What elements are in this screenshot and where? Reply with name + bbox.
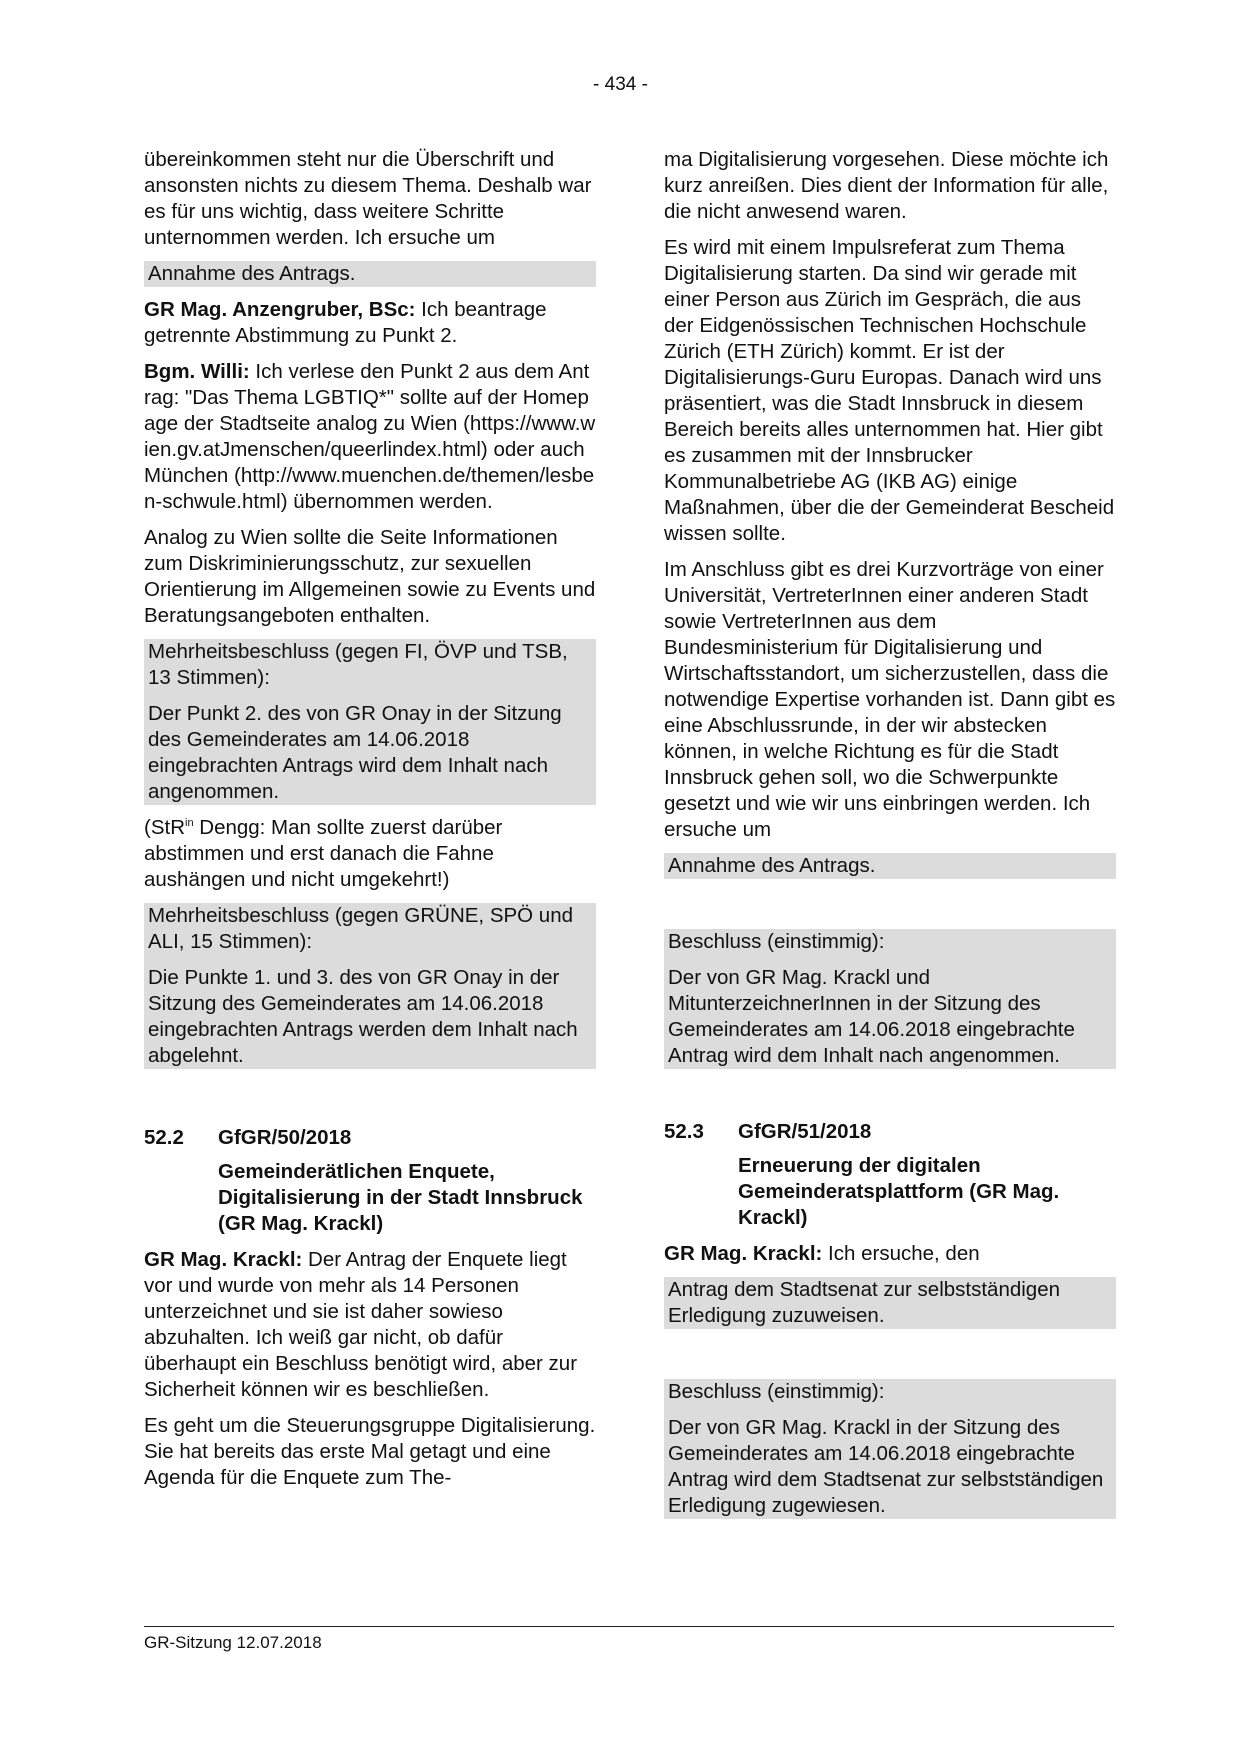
superscript: in bbox=[185, 817, 194, 830]
paragraph bbox=[144, 297, 596, 349]
text-part: (StR bbox=[144, 816, 185, 839]
left-column bbox=[144, 147, 596, 1501]
resolution-text: Der von GR Mag. Krackl in der Sitzung des Gemeinderates am 14.06.2018 eingebrachte Antrag wird dem Stadtsenat zur selbstständigen Erledigung zugewiesen. bbox=[664, 1405, 1116, 1519]
text-part: Dengg: Man sollte zuerst darüber abstimmen und erst danach die Fahne aushängen und nicht umgekehrt!) bbox=[144, 816, 503, 891]
paragraph: übereinkommen steht nur die Überschrift und ansonsten nichts zu diesem Thema. Deshalb war es für uns wichtig, dass weitere Schritte unternommen werden. Ich ersuche um bbox=[144, 148, 592, 249]
resolution-text: Der Punkt 2. des von GR Onay in der Sitzung des Gemeinderates am 14.06.2018 eingebrachten Antrags wird dem Inhalt nach angenommen. bbox=[144, 691, 596, 805]
page-number: - 434 - bbox=[593, 74, 648, 95]
speech-text: Ich ersuche, den bbox=[822, 1242, 980, 1265]
resolution-label: Mehrheitsbeschluss (gegen GRÜNE, SPÖ und ALI, 15 Stimmen): bbox=[144, 903, 596, 955]
section-title: Erneuerung der digitalen Gemeinderatsplattform (GR Mag. Krackl) bbox=[738, 1154, 1060, 1229]
paragraph: Im Anschluss gibt es drei Kurzvorträge von einer Universität, VertreterInnen einer anderen Stadt sowie VertreterInnen aus dem Bundesministerium für Digitalisierung und Wirtschaftsstandort, um sicherzustellen, dass die notwendige Expertise vorhanden ist. Dann gibt es eine Abschlussrunde, in der wir abstecken können, in welche Richtung es für die Stadt Innsbruck gehen soll, wo die Schwerpunkte gesetzt und wie wir uns einbringen werden. Ich ersuche um bbox=[664, 558, 1116, 841]
resolution-label: Beschluss (einstimmig): bbox=[664, 929, 1116, 955]
section-code: GfGR/50/2018 bbox=[218, 1126, 352, 1149]
section-heading bbox=[144, 1125, 596, 1151]
speech-text: Der Antrag der Enquete liegt vor und wurde von mehr als 14 Personen unterzeichnet und sie ist daher sowieso abzuhalten. Ich weiß gar nicht, ob dafür überhaupt ein Beschluss benötigt wird, aber zur Sicherheit können wir es beschließen. bbox=[144, 1248, 578, 1401]
motion-request: Annahme des Antrags. bbox=[664, 853, 1116, 879]
speaker-name: Bgm. Willi: bbox=[144, 360, 250, 383]
footer-text: GR-Sitzung 12.07.2018 bbox=[144, 1633, 322, 1652]
paragraph: Analog zu Wien sollte die Seite Informationen zum Diskriminierungsschutz, zur sexuellen Orientierung im Allgemeinen sowie zu Events und Beratungsangeboten enthalten. bbox=[144, 526, 596, 627]
paragraph: Es geht um die Steuerungsgruppe Digitalisierung. Sie hat bereits das erste Mal getagt und eine Agenda für die Enquete zum The- bbox=[144, 1414, 596, 1489]
paragraph bbox=[664, 1241, 1116, 1267]
footer-divider bbox=[144, 1626, 1114, 1627]
paragraph: ma Digitalisierung vorgesehen. Diese möchte ich kurz anreißen. Dies dient der Information für alle, die nicht anwesend waren. bbox=[664, 148, 1109, 223]
paragraph bbox=[144, 815, 596, 893]
motion-request: Antrag dem Stadtsenat zur selbstständigen Erledigung zuzuweisen. bbox=[664, 1277, 1116, 1329]
paragraph: Es wird mit einem Impulsreferat zum Thema Digitalisierung starten. Da sind wir gerade mit einer Person aus Zürich im Gespräch, die aus der Eidgenössischen Technischen Hochschule Zürich (ETH Zürich) kommt. Er ist der Digitalisierungs-Guru Europas. Danach wird uns präsentiert, was die Stadt Innsbruck in diesem Bereich bereits alles unternommen hat. Hier gibt es zusammen mit der Innsbrucker Kommunalbetriebe AG (IKB AG) einige Maßnahmen, über die der Gemeinderat Bescheid wissen sollte. bbox=[664, 236, 1115, 545]
resolution-label: Beschluss (einstimmig): bbox=[664, 1379, 1116, 1405]
speaker-name: GR Mag. Krackl: bbox=[664, 1242, 823, 1265]
section-heading bbox=[664, 1119, 1116, 1145]
speaker-name: GR Mag. Krackl: bbox=[144, 1248, 303, 1271]
speech-text: Ich verlese den Punkt 2 aus dem Antrag: "Das Thema LGBTIQ*" sollte auf der Homepage der Stadtseite analog zu Wien (https://www.wien.gv.atJmenschen/queerlindex.html) oder auch München (http://www.muenchen.de/themen/lesben-schwule.html) übernommen werden. bbox=[144, 360, 596, 513]
paragraph bbox=[144, 1247, 596, 1403]
right-column bbox=[664, 147, 1116, 1529]
section-number: 52.2 bbox=[144, 1126, 184, 1149]
speech-text: Ich beantrage getrennte Abstimmung zu Punkt 2. bbox=[144, 298, 547, 347]
motion-request: Annahme des Antrags. bbox=[144, 261, 596, 287]
section-code: GfGR/51/2018 bbox=[738, 1120, 872, 1143]
section-title: Gemeinderätlichen Enquete, Digitalisierung in der Stadt Innsbruck (GR Mag. Krackl) bbox=[218, 1160, 583, 1235]
resolution-text: Der von GR Mag. Krackl und MitunterzeichnerInnen in der Sitzung des Gemeinderates am 14.06.2018 eingebrachte Antrag wird dem Inhalt nach angenommen. bbox=[664, 955, 1116, 1069]
resolution-text: Die Punkte 1. und 3. des von GR Onay in der Sitzung des Gemeinderates am 14.06.2018 eingebrachten Antrags werden dem Inhalt nach abgelehnt. bbox=[144, 955, 596, 1069]
speaker-name: GR Mag. Anzengruber, BSc: bbox=[144, 298, 416, 321]
section-number: 52.3 bbox=[664, 1120, 704, 1143]
resolution-label: Mehrheitsbeschluss (gegen FI, ÖVP und TSB, 13 Stimmen): bbox=[144, 639, 596, 691]
paragraph bbox=[144, 359, 596, 515]
